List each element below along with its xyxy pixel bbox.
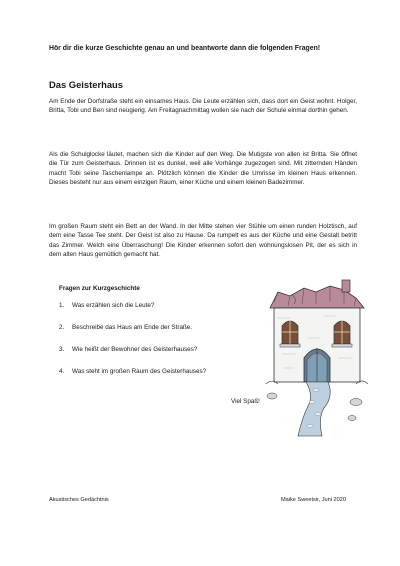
question-text: Was erzählen sich die Leute?: [72, 302, 155, 309]
question-number: 2.: [59, 324, 65, 331]
sign-off-text: Viel Spaß!: [231, 398, 260, 405]
story-paragraph-3: Im großen Raum steht ein Bett an der Wand. In der Mitte stehen vier Stühle um einen runden Holztisch, auf dem eine Tasse Tee steht. Der Geist ist also zu Hause. Da rumpelt es aus der Küche und eine Gestalt betritt das Zimmer. Welch eine Überraschung! Die Kinder erkennen sofort den wohnungslosen Pit, der es sich in dem alten Haus gemütlich gemacht hat.: [49, 223, 357, 259]
question-number: 1.: [59, 302, 65, 309]
instruction-text: Hör dir die kurze Geschichte genau an und beantworte dann die folgenden Fragen!: [49, 45, 321, 52]
question-item: [59, 346, 239, 368]
story-paragraph-2: Als die Schulglocke läutet, machen sich die Kinder auf den Weg. Die Mutigste von allen ist Britta. Sie öffnet die Tür zum Geisterhaus. Drinnen ist es dunkel, weil alle Vorhänge zugezogen sind. Mit zitternden Händen macht Tobi seine Taschenlampe an. Plötzlich können die Kinder die Umrisse im kleinen Haus erkennen. Dieses besteht nur aus einem einzigen Raum, einer Küche und einem kleinen Badezimmer.: [49, 151, 357, 187]
question-text: Was steht im großen Raum des Geisterhauses?: [72, 368, 207, 375]
story-paragraph-1: Am Ende der Dorfstraße steht ein einsames Haus. Die Leute erzählen sich, dass dort ein Geist wohnt. Holger, Britta, Tobi und Ben sind neugierig. Am Freitagnachmittag wollen sie nach der Schule einmal dorthin gehen.: [49, 98, 357, 115]
ghost-house-icon: [264, 278, 370, 438]
question-number: 3.: [59, 346, 65, 353]
footer-right: Maike Sweetsir, Juni 2020: [281, 497, 346, 503]
questions-title: Fragen zur Kurzgeschichte: [59, 285, 140, 292]
questions-list: [59, 302, 239, 390]
footer-left: Akustisches Gedächtnis: [49, 497, 109, 503]
question-number: 4.: [59, 368, 65, 375]
question-text: Beschreibe das Haus am Ende der Straße.: [72, 324, 193, 331]
question-item: [59, 302, 239, 324]
question-item: [59, 324, 239, 346]
story-title: Das Geisterhaus: [49, 79, 123, 90]
question-text: Wie heißt der Bewohner des Geisterhauses?: [72, 346, 198, 353]
question-item: [59, 368, 239, 390]
